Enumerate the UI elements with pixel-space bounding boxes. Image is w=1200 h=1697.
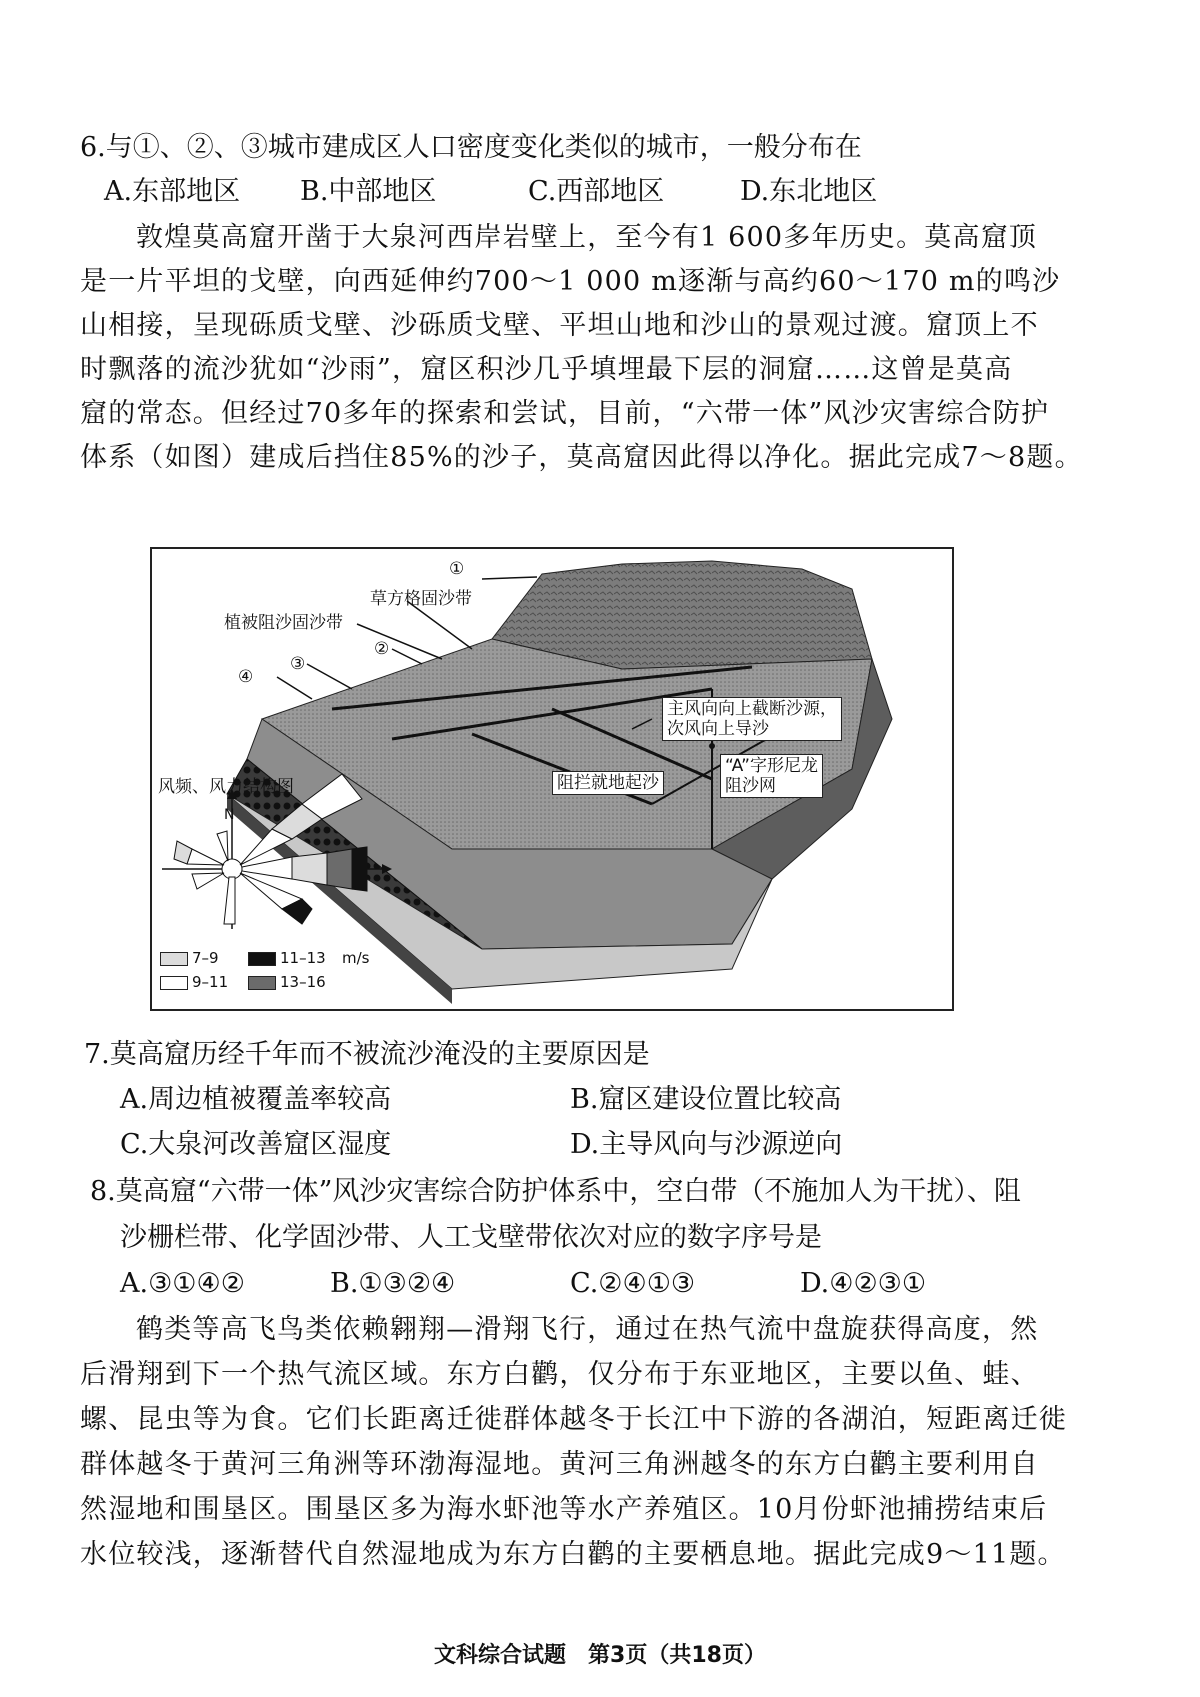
legend-label-4: 13–16 [280, 973, 326, 991]
q8-stem-line1: 8.莫高窟“六带一体”风沙灾害综合防护体系中，空白带（不施加人为干扰）、阻 [90, 1176, 1021, 1207]
passage1-line-2: 是一片平坦的戈壁，向西延伸约700～1 000 m逐渐与高约60～170 m的鸣沙 [80, 266, 1061, 297]
q8-option-c: C.②④①③ [570, 1268, 696, 1299]
label-box-nylon-line1: “A”字形尼龙 [725, 756, 818, 776]
passage2-line-6: 水位较浅，逐渐替代自然湿地成为东方白鹳的主要栖息地。据此完成9～11题。 [80, 1539, 1066, 1570]
q6-option-c: C.西部地区 [528, 176, 665, 207]
passage1-line-4: 时飘落的流沙犹如“沙雨”，窟区积沙几乎填埋最下层的洞窟……这曾是莫高 [80, 354, 1013, 385]
passage2-line-3: 螺、昆虫等为食。它们长距离迁徙群体越冬于长江中下游的各湖泊，短距离迁徙 [80, 1404, 1067, 1435]
q6-option-a: A.东部地区 [104, 176, 241, 207]
label-grid-belt: 草方格固沙带 [370, 589, 472, 609]
legend-item-4 [248, 973, 326, 991]
legend-item-2 [160, 973, 228, 991]
legend-label-2: 9–11 [192, 973, 229, 991]
label-num-3: ③ [290, 654, 306, 674]
label-box-local-sand: 阻拦就地起沙 [552, 771, 664, 795]
q8-option-b: B.①③②④ [330, 1268, 456, 1299]
q7-option-b: B.窟区建设位置比较高 [570, 1084, 842, 1115]
legend-swatch-1 [160, 952, 188, 966]
label-box-interception-line2: 次风向上导沙 [667, 719, 769, 739]
passage2-line-4: 群体越冬于黄河三角洲等环渤海湿地。黄河三角洲越冬的东方白鹳主要利用自 [80, 1449, 1039, 1480]
q8-option-a: A.③①④② [120, 1268, 245, 1299]
legend-unit: m/s [342, 949, 370, 967]
label-box-nylon-line2: 阻沙网 [725, 776, 776, 796]
q8-option-d: D.④②③① [800, 1268, 927, 1299]
legend-swatch-2 [160, 976, 188, 990]
q6-stem: 6.与①、②、③城市建成区人口密度变化类似的城市，一般分布在 [80, 132, 862, 163]
passage2-line-2: 后滑翔到下一个热气流区域。东方白鹳，仅分布于东亚地区，主要以鱼、蛙、 [80, 1359, 1039, 1390]
q8-stem-line2: 沙栅栏带、化学固沙带、人工戈壁带依次对应的数字序号是 [120, 1222, 822, 1253]
label-num-4: ④ [238, 667, 254, 687]
sand-protection-figure [150, 547, 954, 1011]
passage1-line-5: 窟的常态。但经过70多年的探索和尝试，目前，“六带一体”风沙灾害综合防护 [80, 398, 1050, 429]
label-vegetation-belt: 植被阻沙固沙带 [224, 613, 343, 633]
label-box-nylon-net [720, 754, 823, 798]
q6-option-b: B.中部地区 [300, 176, 437, 207]
legend-swatch-3 [248, 952, 276, 966]
label-num-1: ① [449, 559, 465, 579]
passage1-line-1: 敦煌莫高窟开凿于大泉河西岸岩壁上，至今有1 600多年历史。莫高窟顶 [136, 222, 1038, 253]
legend-item-3 [248, 949, 326, 967]
wind-rose-title: 风频、风力结构图 [158, 777, 294, 797]
q6-option-d: D.东北地区 [740, 176, 878, 207]
label-num-2: ② [374, 639, 390, 659]
passage2-line-1: 鹤类等高飞鸟类依赖翱翔—滑翔飞行，通过在热气流中盘旋获得高度，然 [136, 1314, 1039, 1345]
q7-stem: 7.莫高窟历经千年而不被流沙淹没的主要原因是 [84, 1039, 650, 1070]
legend-item-1 [160, 949, 219, 967]
legend-label-1: 7–9 [192, 949, 219, 967]
wind-rose-north: N [224, 807, 235, 823]
legend-label-3: 11–13 [280, 949, 326, 967]
passage2-line-5: 然湿地和围垦区。围垦区多为海水虾池等水产养殖区。10月份虾池捕捞结束后 [80, 1494, 1048, 1525]
passage1-line-6: 体系（如图）建成后挡住85%的沙子，莫高窟因此得以净化。据此完成7～8题。 [80, 442, 1083, 473]
label-box-interception [662, 697, 842, 741]
label-box-interception-line1: 主风向向上截断沙源， [667, 699, 837, 719]
q7-option-a: A.周边植被覆盖率较高 [120, 1084, 392, 1115]
legend-swatch-4 [248, 976, 276, 990]
page-footer: 文科综合试题 第3页（共18页） [434, 1643, 766, 1668]
q7-option-d: D.主导风向与沙源逆向 [570, 1129, 843, 1160]
passage1-line-3: 山相接，呈现砾质戈壁、沙砾质戈壁、平坦山地和沙山的景观过渡。窟顶上不 [80, 310, 1039, 341]
q7-option-c: C.大泉河改善窟区湿度 [120, 1129, 392, 1160]
